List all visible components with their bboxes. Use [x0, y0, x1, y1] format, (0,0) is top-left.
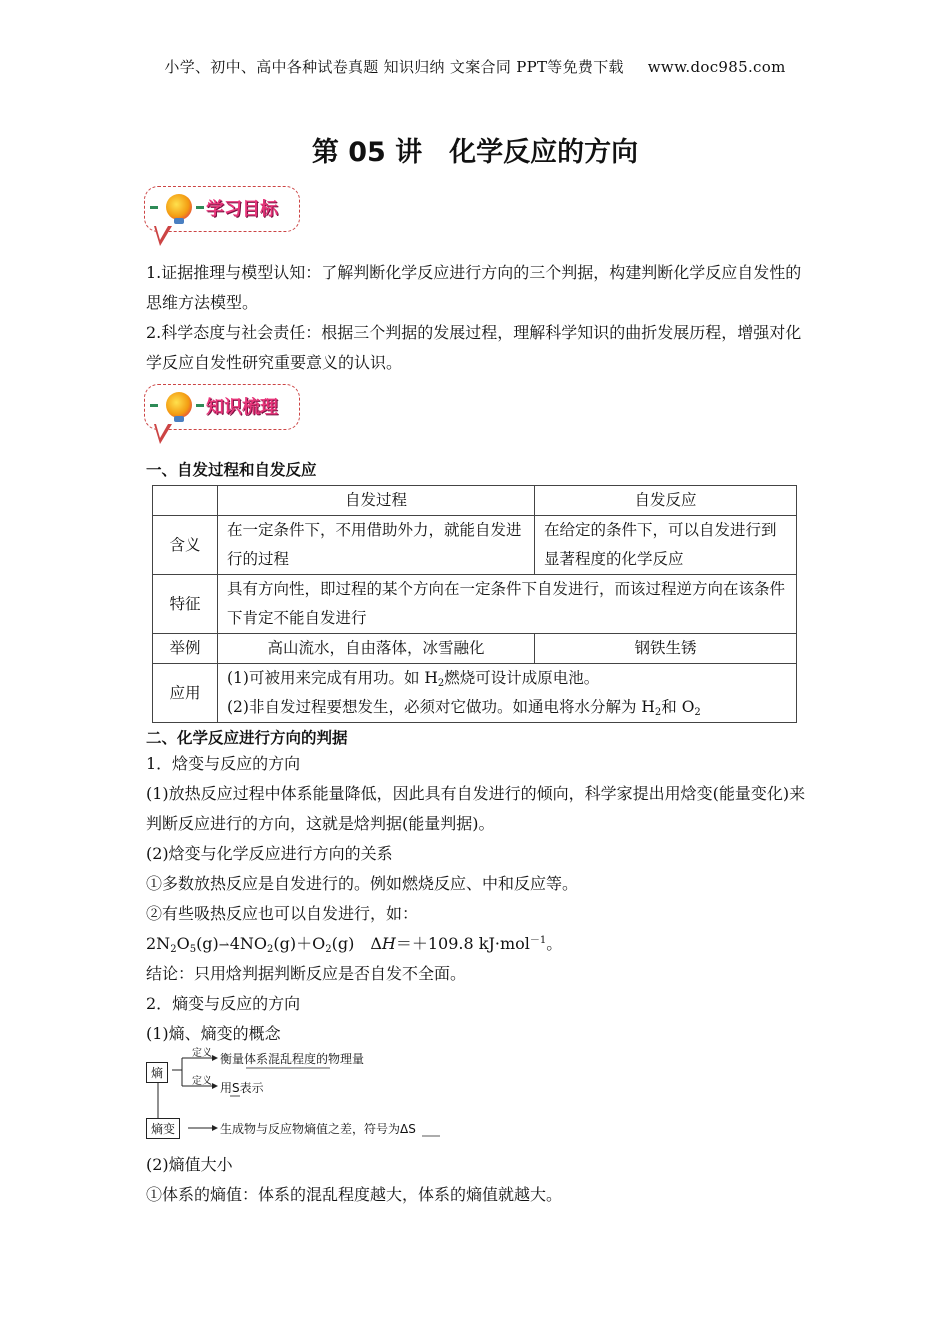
page-header: [0, 56, 950, 77]
feature-text: 具有方向性，即过程的某个方向在一定条件下自发进行，而该过程逆方向在该条件下肯定不能自发进行: [218, 575, 797, 634]
entropy-change-box: 熵变: [146, 1118, 180, 1139]
entropy-diagram: [146, 1050, 466, 1142]
entropy-change-definition: 生成物与反应物熵值之差，符号为ΔS: [220, 1122, 416, 1136]
section1-heading: 一、自发过程和自发反应: [146, 461, 317, 479]
header-text: 小学、初中、高中各种试卷真题 知识归纳 文案合同 PPT等免费下载: [164, 58, 624, 76]
equilibrium-arrow-icon: ⇀: [218, 938, 230, 953]
knowledge-label: 知识梳理: [206, 397, 278, 418]
row-label-application: 应用: [153, 664, 218, 723]
example-process: 高山流水，自由落体，冰雪融化: [218, 634, 535, 664]
meaning-reaction: 在给定的条件下，可以自发进行到显著程度的化学反应: [535, 516, 797, 575]
enthalpy-para-3: ①多数放热反应是自发进行的。例如燃烧反应、中和反应等。: [146, 874, 579, 893]
enthalpy-para-4: ②有些吸热反应也可以自发进行，如：: [146, 904, 419, 923]
enthalpy-para-2: (2)焓变与化学反应进行方向的关系: [146, 844, 393, 863]
definition-label-2: 定义: [192, 1076, 212, 1087]
knowledge-badge: [144, 384, 304, 450]
subheading-enthalpy: 1．焓变与反应的方向: [146, 754, 301, 773]
goal-2: 2.科学态度与社会责任：根据三个判据的发展过程，理解科学知识的曲折发展历程，增强对化学反应自发性研究重要意义的认识。: [146, 323, 802, 372]
entropy-value-para: ①体系的熵值：体系的混乱程度越大，体系的熵值就越大。: [146, 1185, 563, 1204]
entropy-value-heading: (2)熵值大小: [146, 1155, 233, 1174]
subheading-entropy: 2．熵变与反应的方向: [146, 994, 301, 1013]
definition-label-1: 定义: [192, 1048, 212, 1059]
learning-goals-badge: [144, 186, 304, 252]
header-url[interactable]: www.doc985.com: [647, 58, 786, 76]
reaction-equation: $2N_2O_5(g)⇀4NO_2(g)+O_2(g)$ ΔH＝＋109.8 kJ·mol$^{-1}$。: [146, 934, 563, 955]
entropy-concept-heading: (1)熵、熵变的概念: [146, 1024, 281, 1043]
entropy-box: 熵: [146, 1062, 168, 1083]
row-label-meaning: 含义: [153, 516, 218, 575]
spontaneous-table: [152, 485, 797, 723]
learning-goals-label: 学习目标: [206, 199, 278, 220]
row-label-example: 举例: [153, 634, 218, 664]
goal-1: 1.证据推理与模型认知：了解判断化学反应进行方向的三个判据，构建判断化学反应自发性的思维方法模型。: [146, 263, 802, 312]
conclusion: 结论：只用焓判据判断反应是否自发不全面。: [146, 964, 467, 983]
row-label-feature: 特征: [153, 575, 218, 634]
example-reaction: 钢铁生锈: [535, 634, 797, 664]
section2-heading: 二、化学反应进行方向的判据: [146, 729, 348, 747]
meaning-process: 在一定条件下，不用借助外力，就能自发进行的过程: [218, 516, 535, 575]
table-header-process: 自发过程: [218, 486, 535, 516]
application-text: (1)可被用来完成有用功。如 $H_2$燃烧可设计成原电池。 (2)非自发过程要想发生，必须对它做功。如通电将水分解为 $H_2$和 $O_2$: [218, 664, 797, 723]
table-header-reaction: 自发反应: [535, 486, 797, 516]
lightbulb-icon: [166, 392, 192, 418]
enthalpy-para-1: (1)放热反应过程中体系能量降低，因此具有自发进行的倾向，科学家提出用焓变(能量变化)来判断反应进行的方向，这就是焓判据(能量判据)。: [146, 784, 806, 833]
page-title: 第 05 讲 化学反应的方向: [311, 137, 639, 168]
lightbulb-icon: [166, 194, 192, 220]
entropy-definition-2: 用S表示: [220, 1081, 264, 1095]
entropy-definition-1: 衡量体系混乱程度的物理量: [220, 1052, 365, 1066]
